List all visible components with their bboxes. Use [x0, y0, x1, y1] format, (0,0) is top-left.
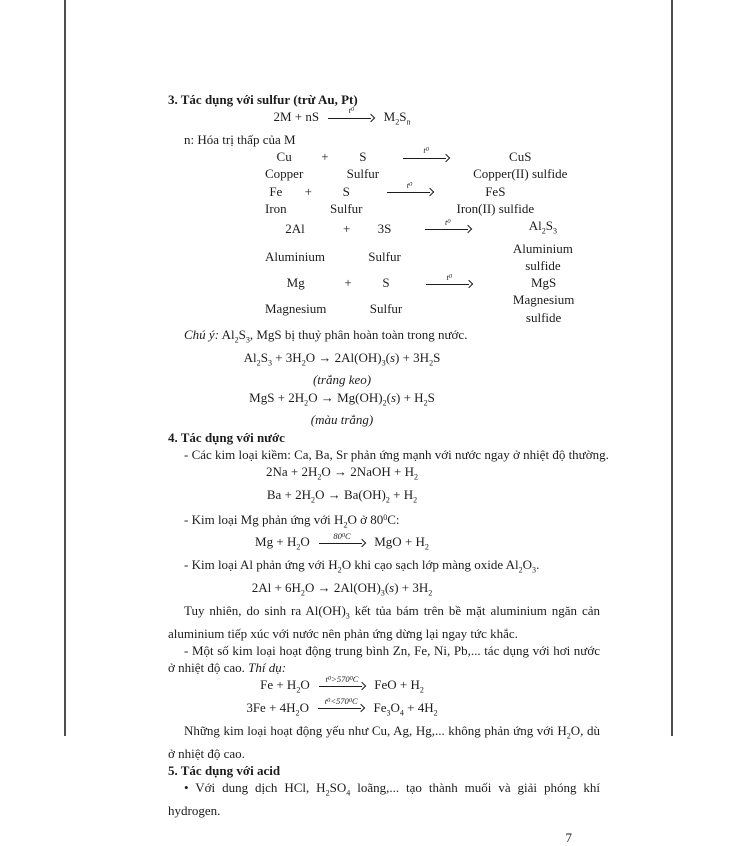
page-number: 7: [565, 830, 572, 846]
na-water-equation: $2Na + 2H_2O$ → 2NaOH + $H_2$: [266, 464, 418, 482]
name-cell: Iron(II) sulfide: [456, 200, 535, 216]
reaction-arrow-icon: $t^0<570^0C$: [318, 705, 364, 712]
formula-cell: Cu: [276, 149, 292, 165]
name-cell: [335, 291, 360, 325]
mg-water-equation: $Mg + H_2O$ $80^0C$ MgO + $H_2$: [255, 530, 429, 553]
reaction-arrow-icon: $t^0$: [425, 226, 471, 233]
name-cell: [411, 291, 487, 325]
reaction-arrow: [411, 271, 487, 291]
formula-cell: S: [382, 275, 390, 291]
al-precipitate-caption: (trắng keo): [312, 372, 372, 388]
mg-sulfur-word-equation: [256, 271, 600, 326]
name-cell: [296, 200, 321, 217]
name-row: [256, 165, 576, 182]
name-cell: Sulfur: [368, 249, 401, 265]
formula-cell: Mg: [286, 275, 305, 291]
name-cell: Sulfur: [346, 166, 380, 182]
name-cell: Sulfur: [369, 301, 403, 317]
reaction-arrow-icon: $t^0$: [403, 154, 449, 161]
name-cell: Magnesium: [265, 301, 327, 317]
name-cell: [388, 165, 464, 182]
alkali-metals-line: - Các kim loại kiềm: Ca, Ba, Sr phản ứng mạnh với nước ngay ở nhiệt độ thường.: [184, 446, 609, 462]
formula-cell: $Al_2S_3$: [528, 218, 558, 236]
plus-sign: +: [304, 183, 313, 199]
valence-note: n: Hóa trị thấp của M: [184, 132, 296, 147]
formula-row: [256, 274, 600, 291]
plus-sign: +: [321, 149, 329, 165]
name-cell: Iron: [265, 200, 287, 216]
name-row: [256, 291, 600, 325]
acid-paragraph: • Với dung dịch HCl, $H_2SO_4$ loãng,... tạo thành muối và giải phóng khí hydrogen.: [168, 780, 601, 818]
reaction-arrow: [372, 180, 448, 200]
plus-sign: +: [342, 220, 351, 236]
formula-cell: 3S: [377, 220, 392, 236]
name-cell: [334, 240, 359, 274]
al-water-equation: $2Al + 6H_2O \to 2Al(OH)_3(s) + 3H_2$: [251, 580, 433, 598]
fe-steam-equation-high-temp: $Fe + H_2O$ $t^0>570^0C$ FeO + $H_2$: [260, 673, 424, 695]
al-water-line: - Kim loại Al phản ứng với $H_2O$ khi cạo sạch lớp màng oxide $Al_2O_3$.: [184, 557, 540, 575]
content-column: [168, 91, 609, 846]
section5-heading: 5. Tác dụng với acid: [168, 762, 281, 778]
al-sulfur-word-equation: [256, 217, 600, 274]
name-row: [256, 200, 543, 217]
formula-row: [256, 217, 600, 240]
formula-cell: S: [342, 183, 350, 199]
medium-metals-paragraph: - Một số kim loại hoạt động trung bình Zn, Fe, Ni, Pb,... tác dụng với hơi nước ở nhiệt độ cao. Thí dụ:: [168, 642, 600, 676]
reaction-arrow: [388, 145, 464, 165]
formula-cell: Fe: [269, 183, 283, 199]
mg-water-line: - Kim loại Mg phản ứng với $H_2O$ ở $80^0C$:: [184, 511, 400, 530]
formula-cell: MgS: [530, 275, 557, 291]
reaction-arrow-icon: $80^0C$: [319, 539, 365, 546]
name-cell: Copper: [265, 166, 304, 182]
reaction-arrow-icon: $t^0$: [328, 114, 374, 121]
mg-precipitate-caption: (màu trắng): [310, 412, 374, 428]
name-cell: Sulfur: [330, 200, 363, 216]
name-cell: Aluminium sulfide: [512, 240, 573, 274]
formula-row: [256, 183, 543, 200]
weak-metals-paragraph: Những kim loại hoạt động yếu như Cu, Ag, Hg,... không phản ứng với $H_2O$, dù ở nhiệt độ cao.: [168, 722, 600, 761]
page-right-border: [671, 0, 673, 736]
section3-heading: 3. Tác dụng với sulfur (trừ Au, Pt): [168, 92, 358, 107]
formula-cell: FeS: [485, 183, 506, 199]
hydrolysis-note: Chú ý: $Al_2S_3$, MgS bị thuỷ phân hoàn toàn trong nước.: [184, 326, 468, 345]
formula-cell: CuS: [509, 149, 532, 165]
formula-cell: 2Al: [285, 220, 305, 236]
al-passivation-paragraph: Tuy nhiên, do sinh ra $Al(OH)_3$ kết tủa bám trên bề mặt aluminium ngăn cản aluminium tiếp xúc với nước nên phản ứng dừng lại ngay tức khắc.: [168, 602, 600, 641]
name-cell: [372, 200, 448, 217]
formula-row: [256, 148, 576, 165]
name-cell: Copper(II) sulfide: [473, 166, 568, 182]
cu-sulfur-word-equation: [256, 145, 576, 182]
name-cell: Magnesium sulfide: [512, 292, 575, 325]
section4-heading: 4. Tác dụng với nước: [168, 429, 285, 445]
general-sulfur-equation: 2M + nS $t^0$ $M_2S_n$: [273, 105, 411, 127]
page-left-border: [64, 0, 66, 736]
al2s3-hydrolysis-equation: $Al_2S_3 + 3H_2O \to 2Al(OH)_3(s) + 3H_2S$: [243, 349, 441, 368]
reaction-arrow-icon: $t^0$: [387, 189, 433, 196]
reaction-arrow: [410, 217, 486, 240]
reaction-arrow-icon: $t^0$: [426, 280, 472, 287]
ba-water-equation: $Ba + 2H_2O \to Ba(OH)_2 + H_2$: [266, 486, 418, 505]
name-cell: [410, 240, 486, 274]
formula-cell: S: [359, 149, 367, 165]
name-cell: Aluminium: [265, 249, 325, 265]
fe-sulfur-word-equation: [256, 180, 543, 217]
mgs-hydrolysis-equation: MgS + $2H_2O \to Mg(OH)_2(s) + H_2S$: [249, 389, 435, 408]
plus-sign: +: [344, 275, 352, 291]
name-cell: [312, 165, 337, 182]
fe-steam-equation-low-temp: $3Fe + 4H_2O$ $t^0<570^0C$ $Fe_3O_4 + 4H_2$: [246, 696, 438, 718]
reaction-arrow-icon: $t^0>570^0C$: [319, 682, 365, 689]
name-row: [256, 240, 600, 274]
